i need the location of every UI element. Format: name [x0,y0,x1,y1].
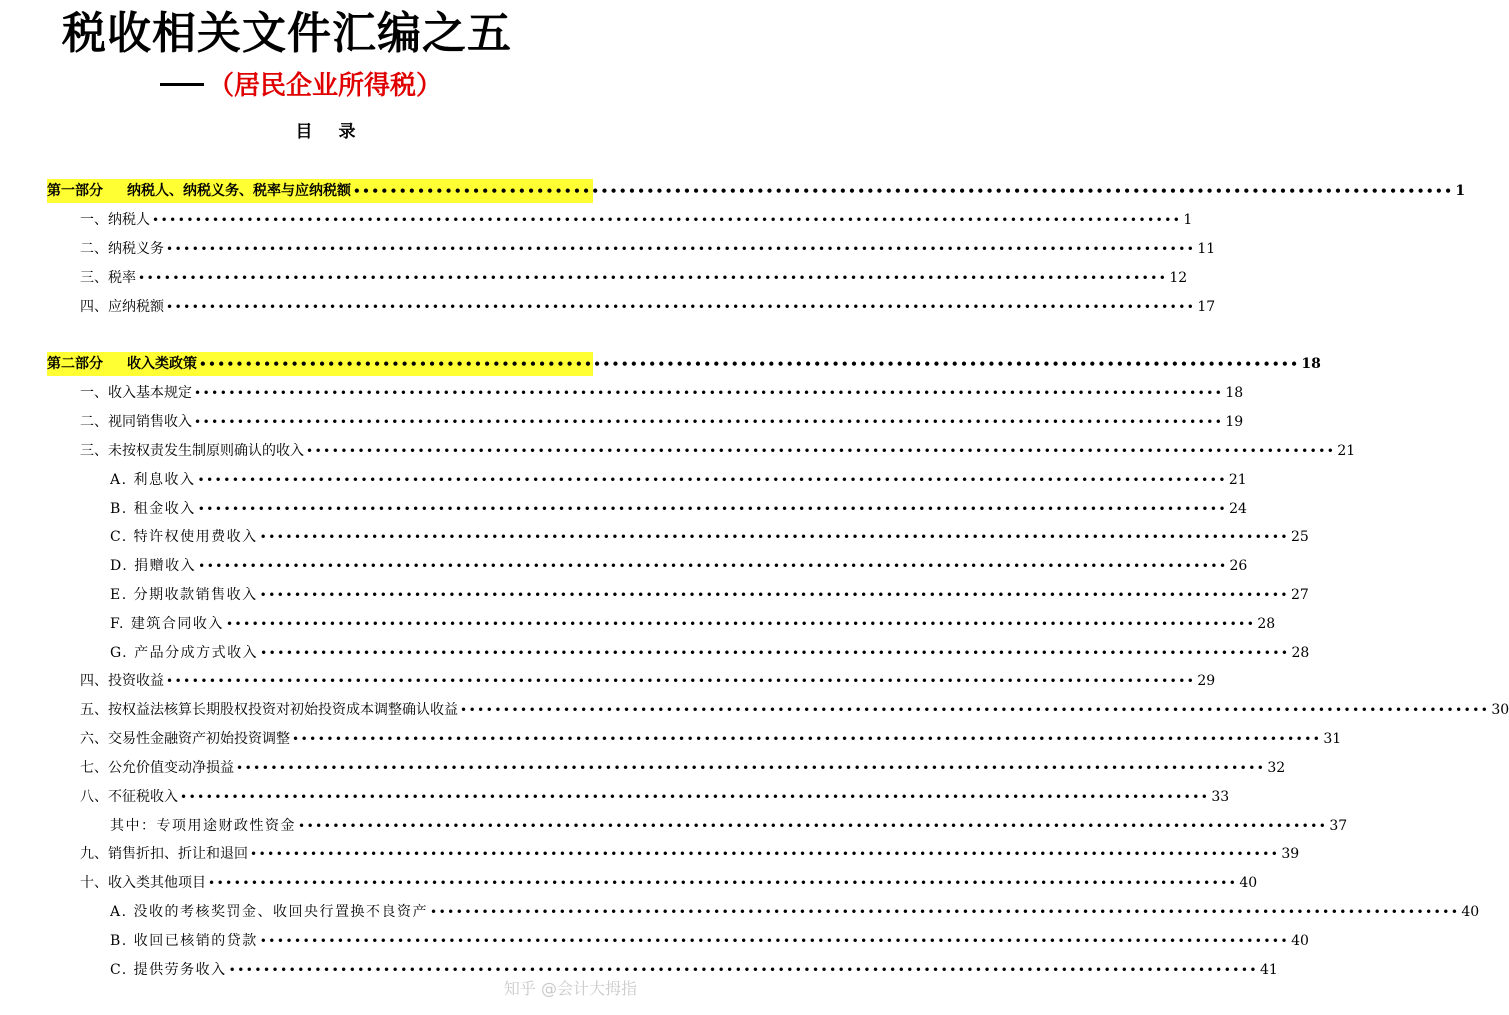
toc-entry-label: 四、应纳税额 [80,299,164,315]
toc-page-number: 25 [1291,529,1309,545]
toc-page-number: 11 [1197,241,1216,257]
toc-page-number: 30 [1491,702,1509,718]
toc-entry[interactable] [80,842,1300,866]
toc-entry-row[interactable] [0,554,1248,578]
toc-leader-dots: •••••••••••••••••••••••••••••••••••••••••••••••••••••••••••••••••••••••••••••••••••••••••••••••••••••••••••••••••••••••• [166,300,1196,314]
toc-entry-label: 十、收入类其他项目 [80,875,206,891]
toc-entry-label: E. 分期收款销售收入 [110,587,258,603]
toc-entry[interactable] [80,871,1258,895]
toc-entry-row[interactable] [0,583,1309,607]
toc-leader-dots: •••••••••••••••••••••••••••••••••••••••••••••••••••••••••••••••••••••••••••••••••••••••••••••••••••••••••••••••••••••••• [194,415,1224,429]
toc-page-number: 18 [1301,356,1321,372]
toc-entry-label: 六、交易性金融资产初始投资调整 [80,731,290,747]
toc-page-number: 1 [1183,212,1193,228]
toc-heading: 目录 [295,122,382,142]
toc-page-number: 40 [1239,875,1258,891]
toc-leader-dots: •••••••••••••••••••••••••••••••••••••••••••••••••••••••••••••••••••••••••••••••••••••••••••••••••••••••••••••••••••••••• [152,213,1182,227]
toc-leader-dots: •••••••••••••••••••••••••••••••••••••••••••••••••••••••••••••••••••••••••••••••••••••••••••••••••••••••••••••••••••••••• [166,674,1196,688]
toc-page-number: 28 [1291,645,1310,661]
subtitle-text: （居民企业所得税） [208,71,443,101]
toc-page-number: 21 [1228,472,1247,488]
toc-entry-row[interactable] [0,900,1480,924]
toc-leader-dots: •••••••••••••••••••••••••••••••••••••••••••••••••••••••••••••••••••••••••••••••••••••••••••••••••••••••••••••••••••••••• [198,559,1228,573]
toc-leader-dots: •••••••••••••••••••••••••••••••••••••••••••••••••••••••••••••••••••••••••••••••••••••••••••••••••••••••••••••••••••••••• [194,386,1224,400]
toc-entry-row[interactable] [0,497,1247,521]
toc-entry[interactable] [110,900,1480,924]
toc-leader-dots: •••••••••••••••••••••••••••••••••••••••••••••••••••••••••••••••••••••••••••••••••••••••••••••••••••••••••••••••••••••••• [138,271,1168,285]
toc-leader-dots: •••••••••••••••••••••••••••••••••••••••••••••••••••••••••••••••••••••••••••••••••••••••••••••••••••••••••••••••••••••••• [260,646,1290,660]
toc-entry-row[interactable] [0,698,1509,722]
toc-page-number: 24 [1229,501,1247,517]
toc-part-row[interactable] [0,352,1321,376]
toc-entry-label: C. 特许权使用费收入 [110,529,258,545]
toc-page-number: 21 [1337,443,1356,459]
toc-leader-dots: •••••••••••••••••••••••••••••••••••••••••••••••••••••••••••••••••••••••••••••••••••••••••••••••••••••••••••••••••••••••• [225,617,1256,631]
toc-entry-row[interactable] [0,439,1356,463]
toc-entry[interactable] [110,497,1247,521]
toc-page-number: 31 [1323,731,1342,747]
toc-part-row[interactable] [0,179,1466,203]
toc-leader-dots: •••••••••••••••••••••••••••••••••••••••••••••••••••••••••••••••••••••••••••••••••••••••••••••••••••••••••••••••••••••••• [197,502,1228,516]
toc-leader-dots: •••••••••••••••••••••••••••••••••••••••••••••••••••••••••••••••••••••••••••••••••••••••••••••••••••••••••••••••••••••••• [292,732,1322,746]
toc-entry[interactable] [80,410,1244,434]
toc-entry[interactable] [110,554,1248,578]
toc-leader-dots: •••••••••••••••••••••••••••••••••••••••••••••••••••••••••••••••••••••••••••••••••••••••••••••••••••••••••••••••••••••••• [306,444,1336,458]
toc-entry[interactable] [110,583,1309,607]
toc-entry-label: C. 提供劳务收入 [110,962,227,978]
toc-page-number: 39 [1281,846,1300,862]
toc-page-number: 12 [1169,270,1188,286]
toc-entry[interactable] [80,727,1342,751]
toc-page-number: 29 [1197,673,1216,689]
toc-entry-row[interactable] [0,814,1348,838]
toc-entry[interactable] [80,381,1244,405]
toc-entry-label: 五、按权益法核算长期股权投资对初始投资成本调整确认收益 [80,702,458,718]
toc-entry-row[interactable] [0,468,1247,492]
toc-leader-dots: •••••••••••••••••••••••••••••••••••••••••••••••••••••••••••••••••••••••••••••••••••••••••••••••••••••••••••••••••••••••• [250,847,1280,861]
toc-entry-label: B. 收回已核销的贷款 [110,933,258,949]
toc-leader-dots: •••••••••••••••••••••••••••••••••••••••••••••••••••••••••••••••••••••••••••••••••••••••••••••••••••••••••••••••••••••••• [197,473,1227,487]
toc-page-number: 26 [1229,558,1248,574]
toc-entry-row[interactable] [0,727,1342,751]
toc-entry-label: 其中：专项用途财政性资金 [110,818,296,834]
toc-leader-dots: •••••••••••••••••••••••••••••••••••••••••••••••••••••••••••••••••••••••••••••••••••••••••••••••••••••••••••••••••••••••• [298,819,1328,833]
toc-entry-label: A. 没收的考核奖罚金、收回央行置换不良资产 [110,904,429,920]
document-title: 税收相关文件汇编之五 [62,8,512,59]
toc-leader-dots: •••••••••••••••••••••••••••••••••••••••••••••••••••••••••••••••••••••••••••••••••••••••••••••••••••••••••••••••••••••••• [259,934,1290,948]
toc-page-number: 33 [1211,789,1230,805]
toc-entry-row[interactable] [0,295,1216,319]
toc-page-number: 41 [1260,962,1278,978]
toc-leader-dots: •••••••••••••••••••••••••••••••••••••••••••••••••••••••••••••••••••••••••••••••••••••••••••••••••••••••••••••••••••••••• [259,588,1289,602]
toc-entry-row[interactable] [0,756,1286,780]
toc-entry[interactable] [80,669,1216,693]
toc-entry[interactable] [80,756,1286,780]
toc-entry-label: D. 捐赠收入 [110,558,197,574]
toc-entry-label: G. 产品分成方式收入 [110,645,259,661]
toc-entry[interactable] [80,266,1188,290]
toc-entry[interactable] [110,525,1309,549]
toc-leader-dots: •••••••••••••••••••••••••••••••••••••••••••••••••••••••••••••••••••••••••••••••••••••••••••••••••••••••••••••••••••••••• [228,963,1258,977]
toc-entry-label: 八、不征税收入 [80,789,178,805]
toc-entry[interactable] [80,237,1216,261]
toc-entry[interactable] [80,439,1356,463]
toc-entry-row[interactable] [0,612,1276,636]
toc-leader-dots: •••••••••••••••••••••••••••••••••••••••••••••••••••••••••••••••••••••••••••••••••••••••••••••••••••••••••••••••••••••••• [180,790,1210,804]
toc-page-number: 19 [1225,414,1244,430]
toc-page-number: 28 [1257,616,1276,632]
toc-entry-label: 九、销售折扣、折让和退回 [80,846,248,862]
toc-entry[interactable] [110,814,1348,838]
toc-part-title: 纳税人、纳税义务、税率与应纳税额 [127,183,351,199]
toc-page-number: 27 [1291,587,1309,603]
toc-entry-row[interactable] [0,208,1193,232]
watermark: 知乎 @会计大拇指 [503,979,637,998]
toc-entry-label: 二、纳税义务 [80,241,164,257]
toc-entry-row[interactable] [0,381,1244,405]
toc-part-label [47,352,197,376]
toc-part-number: 第一部分 [47,183,103,199]
toc-entry-label: F. 建筑合同收入 [110,616,224,632]
toc-entry-label: 一、收入基本规定 [80,385,192,401]
toc-entry-label: B. 租金收入 [110,501,196,517]
toc-entry-row[interactable] [0,669,1216,693]
toc-entry-label: 七、公允价值变动净损益 [80,760,234,776]
toc-entry[interactable] [80,295,1216,319]
toc-entry-label: 三、未按权责发生制原则确认的收入 [80,443,304,459]
toc-entry-row[interactable] [0,641,1310,665]
toc-entry[interactable] [80,785,1230,809]
toc-entry[interactable] [80,208,1193,232]
toc-leader-dots: •••••••••••••••••••••••••••••••••••••••••••••••••••••••••••••••••••••••••••••••••••••••••••••••••••••••••••••••••••••••• [353,184,1454,198]
toc-entry[interactable] [110,612,1276,636]
toc-part-number: 第二部分 [47,356,103,372]
toc-leader-dots: •••••••••••••••••••••••••••••••••••••••••••••••••••••••••••••••••••••••••••••••••••••••••••••••••••••••••••••••••••••••• [236,761,1266,775]
toc-page-number: 37 [1329,818,1348,834]
toc-part-title: 收入类政策 [127,356,197,372]
toc-page-number: 40 [1291,933,1309,949]
document-subtitle [160,66,442,106]
toc-entry-label: 二、视同销售收入 [80,414,192,430]
toc-leader-dots: •••••••••••••••••••••••••••••••••••••••••••••••••••••••••••••••••••••••••••••••••••••••••••••••••••••••••••••••••••••••• [460,703,1490,717]
toc-entry-row[interactable] [0,237,1216,261]
toc-entry-row[interactable] [0,929,1309,953]
toc-leader-dots: •••••••••••••••••••••••••••••••••••••••••••••••••••••••••••••••••••••••••••••••••••••••••••••••••••••••••••••••••••••••• [199,357,1300,371]
toc-entry[interactable] [80,698,1509,722]
toc-page-number: 32 [1267,760,1286,776]
toc-leader-dots: •••••••••••••••••••••••••••••••••••••••••••••••••••••••••••••••••••••••••••••••••••••••••••••••••••••••••••••••••••••••• [430,905,1460,919]
toc-entry[interactable] [110,929,1309,953]
toc-entry[interactable] [110,641,1310,665]
toc-part-entry[interactable] [47,352,1321,376]
toc-entry-row[interactable] [0,266,1188,290]
toc-entry-row[interactable] [0,525,1309,549]
toc-entry-label: 四、投资收益 [80,673,164,689]
toc-entry-row[interactable] [0,785,1230,809]
toc-page-number: 1 [1455,183,1466,199]
toc-entry-label: A. 利息收入 [110,472,196,488]
toc-entry-row[interactable] [0,410,1244,434]
toc-leader-dots: •••••••••••••••••••••••••••••••••••••••••••••••••••••••••••••••••••••••••••••••••••••••••••••••••••••••••••••••••••••••• [208,876,1238,890]
toc-entry-row[interactable] [0,842,1300,866]
toc-leader-dots: •••••••••••••••••••••••••••••••••••••••••••••••••••••••••••••••••••••••••••••••••••••••••••••••••••••••••••••••••••••••• [166,242,1196,256]
toc-entry[interactable] [110,468,1247,492]
toc-entry-row[interactable] [0,871,1258,895]
toc-page-number: 18 [1225,385,1244,401]
toc-entry-label: 一、纳税人 [80,212,150,228]
subtitle-dash [160,83,204,86]
toc-page-number: 17 [1197,299,1216,315]
toc-entry-label: 三、税率 [80,270,136,286]
toc-page-number: 40 [1461,904,1480,920]
toc-part-entry[interactable] [47,179,1466,203]
toc-leader-dots: •••••••••••••••••••••••••••••••••••••••••••••••••••••••••••••••••••••••••••••••••••••••••••••••••••••••••••••••••••••••• [259,530,1289,544]
toc-part-label [47,179,351,203]
